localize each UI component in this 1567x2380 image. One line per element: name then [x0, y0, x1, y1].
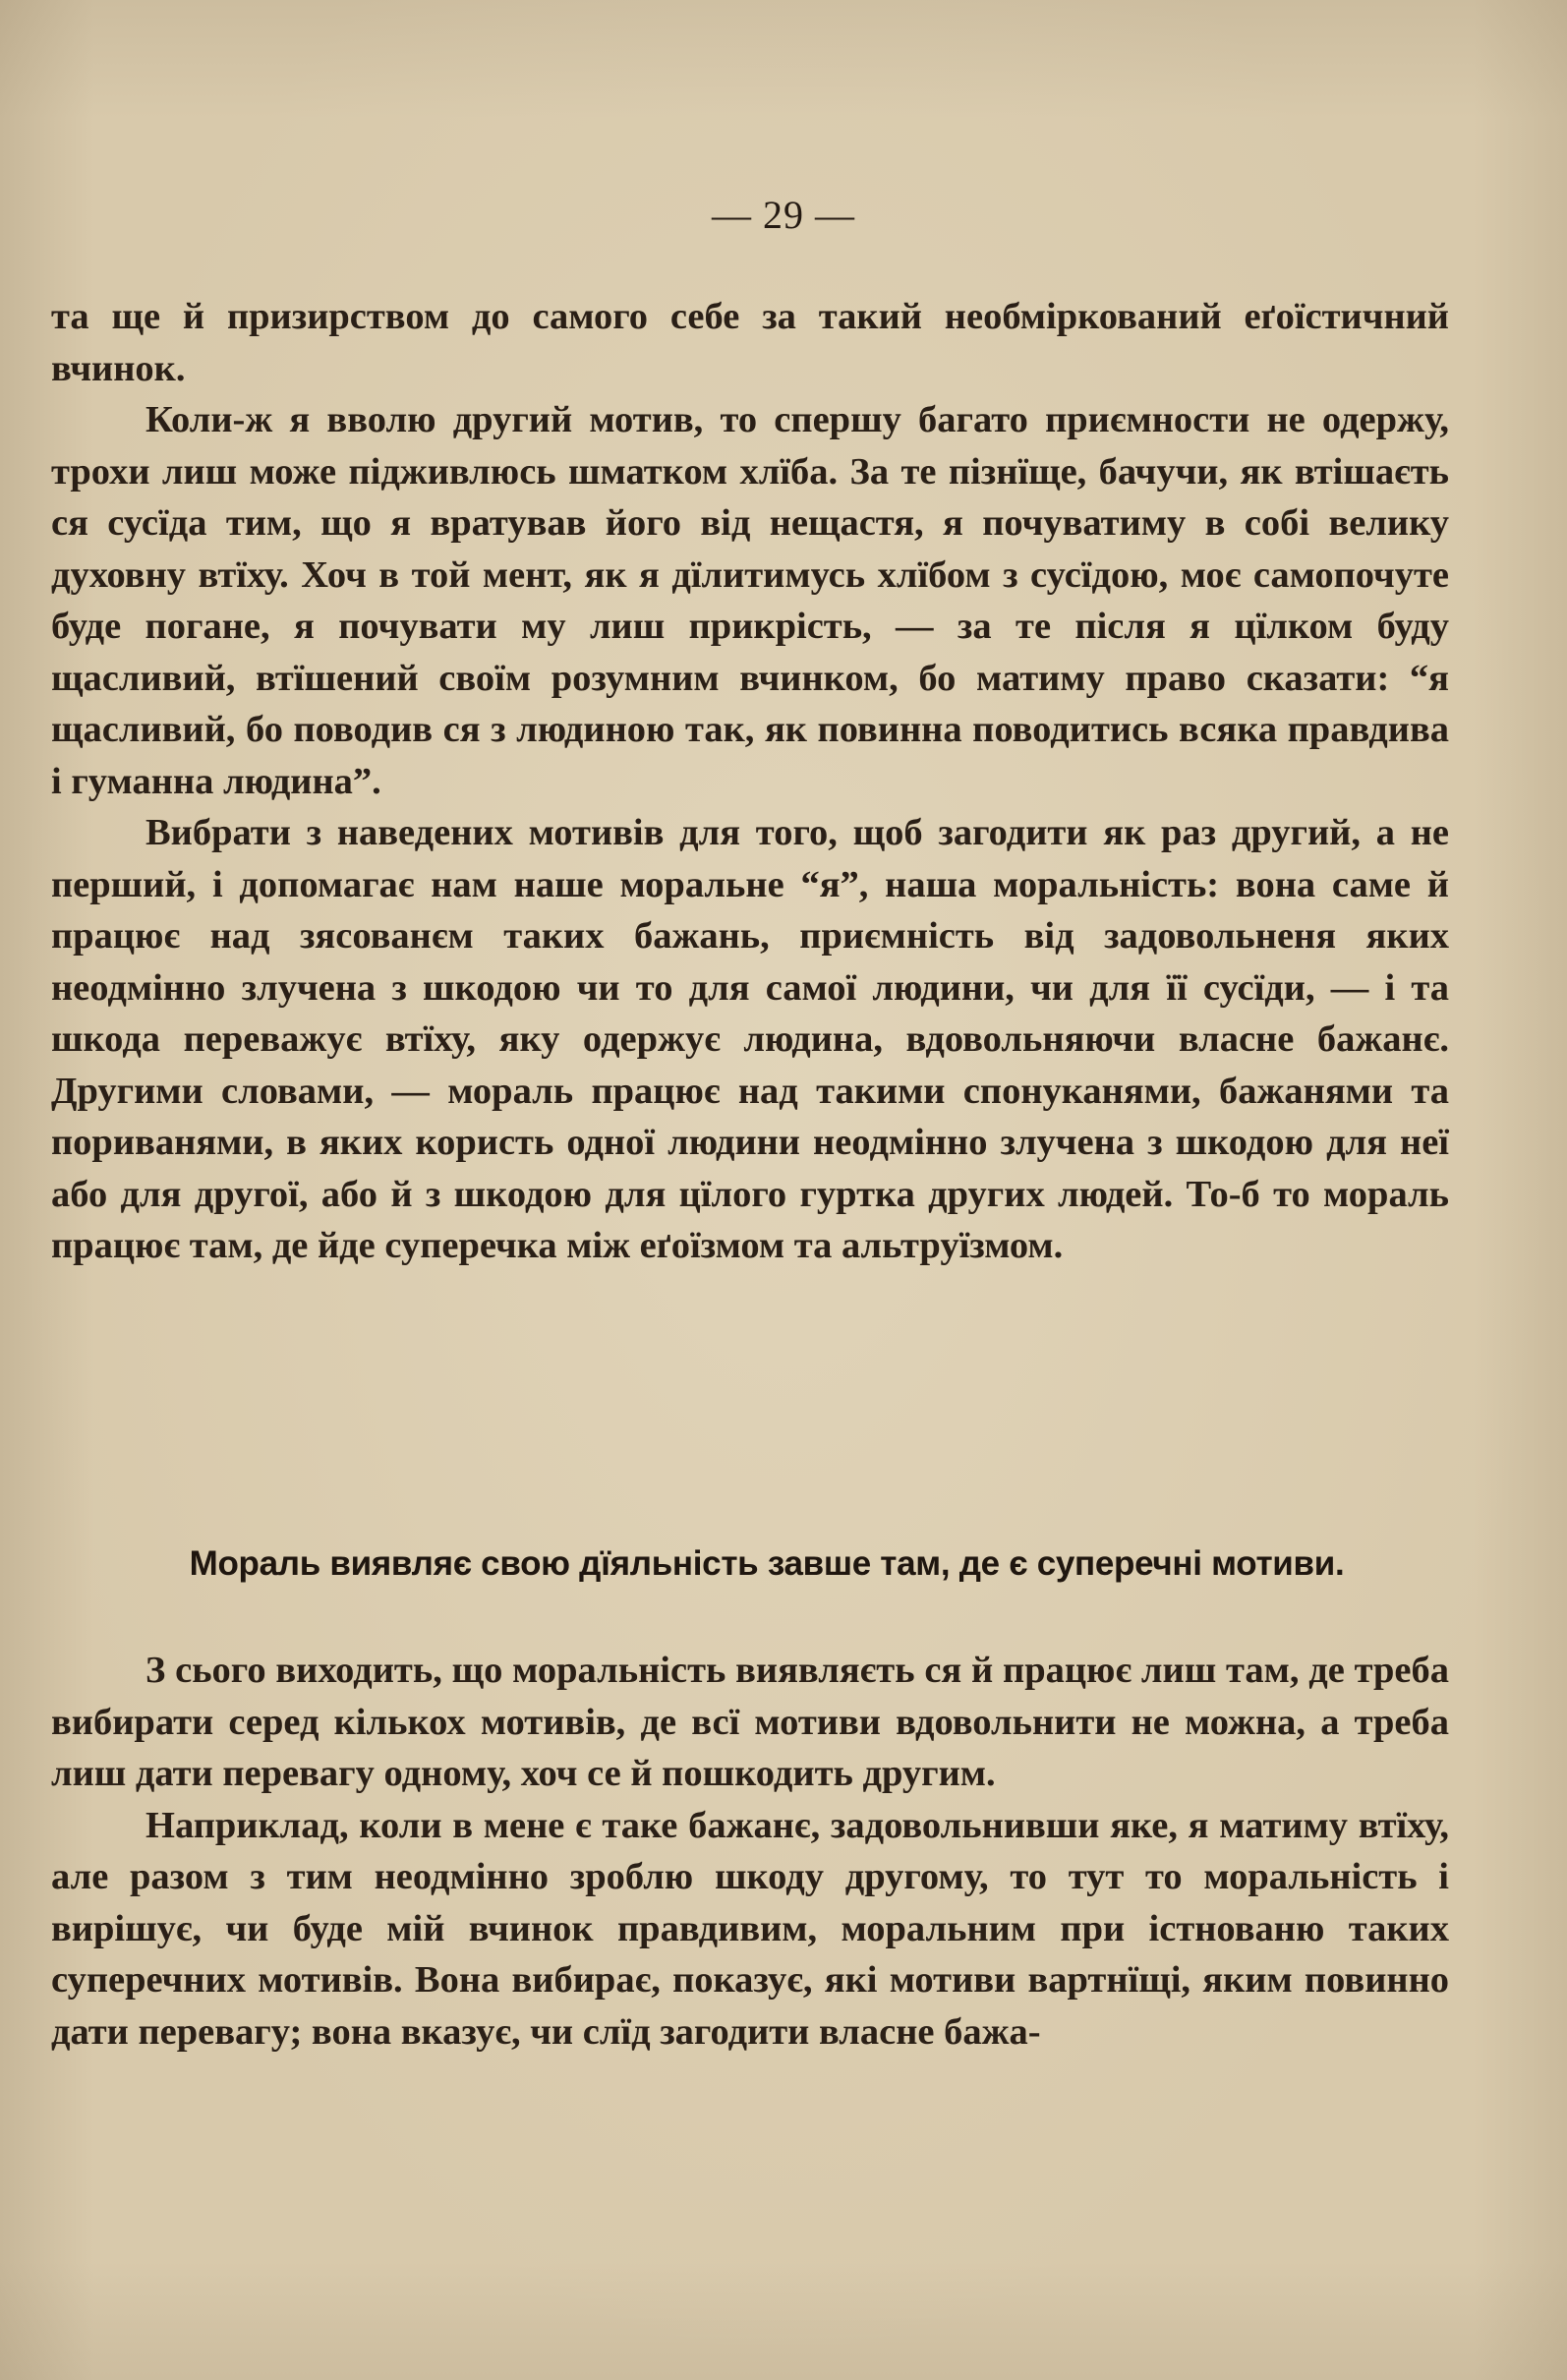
paragraph-second-motive: Коли-ж я вволю другий мотив, то спершу багато приємности не одержу, трохи лиш може підживлюсь шматком хлїба. За те пізнїще, бачучи, як втішаєть ся сусїда тим, що я вратував його від нещастя, я почуватиму в собі велику духовну втїху. Хоч в той мент, як я дїлитимусь хлїбом з сусїдою, моє самопочуте буде погане, я почувати му лиш прикрість, — за те після я цїлком буду щасливий, втїшений своїм розумним вчинком, бо матиму право сказати: “я щасливий, бо поводив ся з людиною так, як повинна поводитись всяка правдива і гуманна людина”. — [51, 399, 1449, 802]
paragraph-example: Наприклад, коли в мене є таке бажанє, задовольнивши яке, я матиму втїху, але разом з тим неодмінно зроблю шкоду другому, то тут то моральність і вирішує, чи буде мій вчинок правдивим, моральним при істнованю таких суперечних мотивів. Вона вибирає, показує, які мотиви вартнїщі, яким повинно дати перевагу; вона вказує, чи слїд загодити власне бажа- — [51, 1804, 1449, 2053]
paragraph-moral-choice: Вибрати з наведених мотивів для того, щоб загодити як раз другий, а не перший, і допомагає нам наше моральне “я”, наша моральність: вона саме й працює над зясованєм таких бажань, приємність від задовольненя яких неодмінно злучена з шкодою чи то для самої людини, чи для її сусїди, — і та шкода переважує втїху, яку одержує людина, вдовольняючи власне бажанє. Другими словами, — мораль працює над такими спонуканями, бажанями та пориванями, в яких користь одної людини неодмінно злучена з шкодою для неї або для другої, або й з шкодою для цїлого гуртка других людей. То-б то мораль працює там, де йде суперечка між еґоїзмом та альтруїзмом. — [51, 812, 1449, 1266]
page-number: — 29 — — [712, 193, 855, 237]
body-text-top — [51, 291, 1449, 1272]
body-text-bottom — [51, 1645, 1449, 2058]
paragraph-conclusion: З сього виходить, що моральність виявляєть ся й працює лиш там, де треба вибирати серед кількох мотивів, де всї мотиви вдовольнити не можна, а треба лиш дати перевагу одному, хоч се й пошкодить другим. — [51, 1650, 1449, 1794]
section-heading: Мораль виявляє свою дїяльність завше там, де є суперечні мотиви. — [189, 1544, 1345, 1583]
paragraph-continuation: та ще й призирством до самого себе за такий необміркований еґоїстичний вчинок. — [51, 296, 1449, 389]
